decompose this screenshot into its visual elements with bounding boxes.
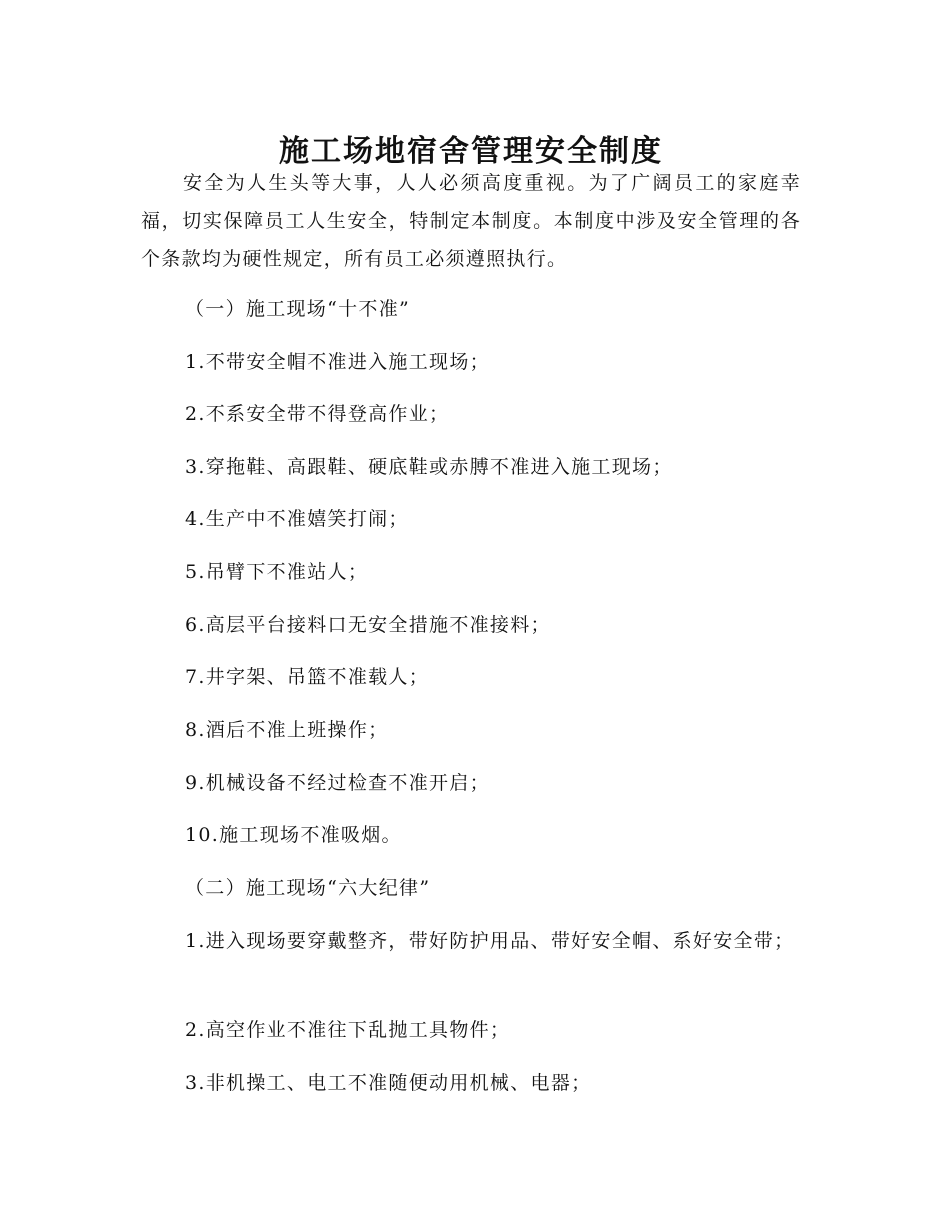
section1-item: 2.不系安全带不得登高作业； (185, 403, 450, 425)
section1-item: 9.机械设备不经过检查不准开启； (185, 772, 490, 794)
document-page (141, 0, 801, 1230)
section1-item: 8.酒后不准上班操作； (185, 719, 389, 741)
section2-item: 1.进入现场要穿戴整齐，带好防护用品、带好安全帽、系好安全带； (185, 930, 795, 952)
section1-item: 1.不带安全帽不准进入施工现场； (185, 351, 490, 373)
section1-item: 6.高层平台接料口无安全措施不准接料； (185, 614, 551, 636)
section1-heading: （一）施工现场“十不准” (185, 298, 411, 320)
intro-paragraph: 安全为人生头等大事，人人必须高度重视。为了广阔员工的家庭幸福，切实保障员工人生安全，特制定本制度。本制度中涉及安全管理的各个条款均为硬性规定，所有员工必须遵照执行。 (141, 172, 801, 270)
section1-item: 5.吊臂下不准站人； (185, 561, 369, 583)
section2-item: 3.非机操工、电工不准随便动用机械、电器； (185, 1072, 592, 1094)
document-title: 施工场地宿舍管理安全制度 (279, 134, 663, 170)
section1-item: 3.穿拖鞋、高跟鞋、硬底鞋或赤膊不准进入施工现场； (185, 456, 673, 478)
section2-heading: （二）施工现场“六大纪律” (185, 877, 431, 899)
section1-item: 7.井字架、吊篮不准载人； (185, 666, 430, 688)
section1-item: 10.施工现场不准吸烟。 (185, 824, 402, 846)
section2-item: 2.高空作业不准往下乱抛工具物件； (185, 1019, 511, 1041)
section1-item: 4.生产中不准嬉笑打闹； (185, 508, 409, 530)
